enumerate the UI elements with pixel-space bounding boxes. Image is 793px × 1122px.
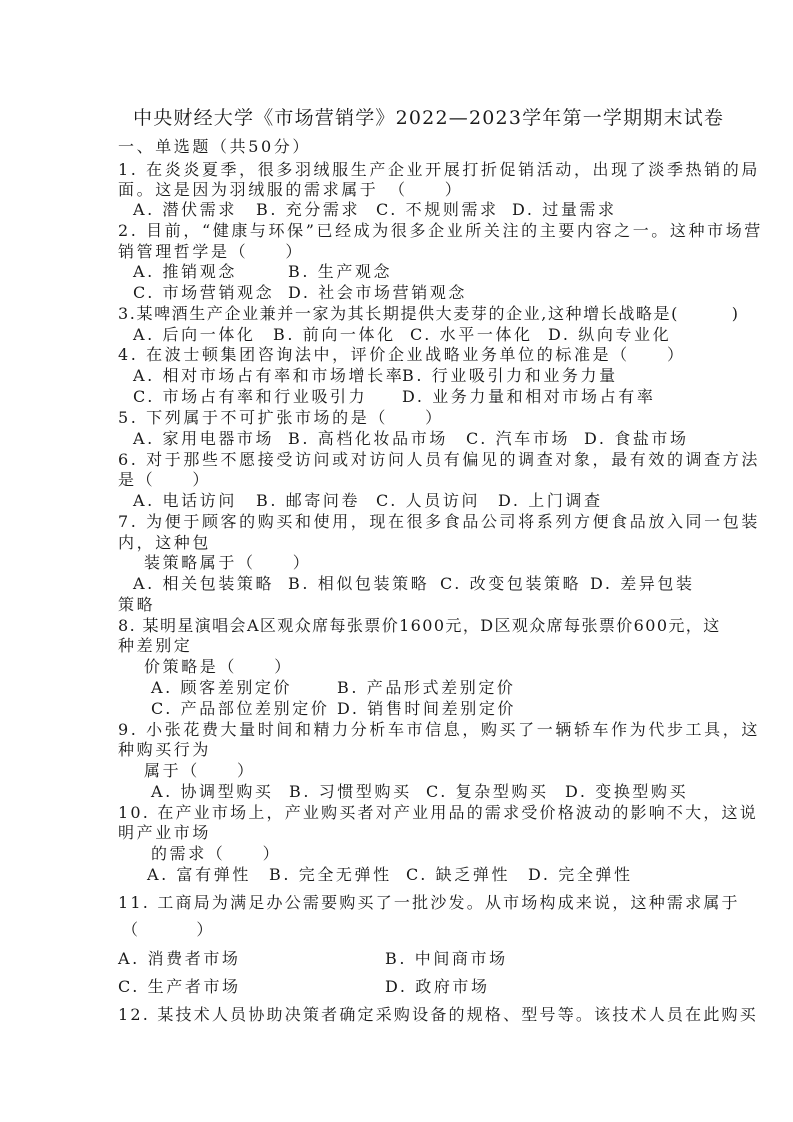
option-c: C. 缺乏弹性 — [406, 865, 511, 884]
question-text: 的需求（ ） — [151, 844, 282, 863]
question-text: 价策略是（ ） — [144, 657, 293, 676]
option-a: A. 消费者市场 — [118, 949, 241, 968]
option-b: B. 高档化妆品市场 — [288, 429, 448, 448]
question-text: 7. 为便于顾客的购买和使用，现在很多食品公司将系列方便食品放入同一包装 — [118, 512, 760, 531]
option-a: A. 后向一体化 — [133, 325, 256, 344]
option-c: C. 水平一体化 — [410, 325, 533, 344]
option-d: D. 纵向专业化 — [548, 325, 672, 344]
question-text: 装策略属于（ ） — [144, 553, 312, 572]
question-text: 销管理哲学是（ ） — [118, 242, 305, 261]
option-d: D. 食盐市场 — [584, 429, 689, 448]
option-c: C. 复杂型购买 — [426, 782, 549, 801]
option-a: A. 相关包装策略 — [133, 574, 275, 593]
question-text: 内，这种包 — [118, 533, 212, 552]
option-b: B. 中间商市场 — [385, 949, 508, 968]
question-text: 4. 在波士顿集团咨询法中，评价企业战略业务单位的标准是（ ） — [118, 345, 686, 364]
option-b: B. 产品形式差别定价 — [337, 678, 516, 697]
option-d: D. 差异包装 — [590, 574, 695, 593]
option-c: C. 市场占有率和行业吸引力 — [133, 387, 368, 406]
option-a: A. 顾客差别定价 — [151, 678, 293, 697]
question-text: 种购买行为 — [118, 740, 212, 759]
option-a: A. 潜伏需求 — [133, 200, 237, 219]
option-a: A. 家用电器市场 — [133, 429, 275, 448]
question-text: 3.某啤酒生产企业兼并一家为其长期提供大麦芽的企业,这种增长战略是( ) — [118, 304, 740, 323]
option-c: C. 不规则需求 — [376, 200, 499, 219]
question-text: 9. 小张花费大量时间和精力分析车市信息，购买了一辆轿车作为代步工具，这 — [118, 720, 760, 739]
option-c: C. 汽车市场 — [466, 429, 571, 448]
option-b: B. 生产观念 — [288, 262, 393, 281]
option-c: C. 改变包装策略 — [440, 574, 582, 593]
option-c: C. 人员访问 — [376, 491, 481, 510]
question-text: 8. 某明星演唱会A区观众席每张票价1600元，D区观众席每张票价600元，这 — [118, 616, 721, 635]
option-a: A. 相对市场占有率和市场增长率 — [133, 366, 405, 385]
option-d: D. 业务力量和相对市场占有率 — [402, 387, 656, 406]
option-b: B. 相似包装策略 — [288, 574, 430, 593]
option-d: D. 政府市场 — [385, 977, 490, 996]
question-text: 6. 对于那些不愿接受访问或对访问人员有偏见的调查对象，最有效的调查方法 — [118, 450, 760, 469]
option-a: A. 富有弹性 — [147, 865, 251, 884]
option-d: D. 变换型购买 — [565, 782, 689, 801]
question-text: 11. 工商局为满足办公需要购买了一批沙发。从市场构成来说，这种需求属于 — [118, 893, 740, 912]
option-c: C. 市场营销观念 — [133, 283, 275, 302]
question-text: 是（ ） — [118, 470, 212, 489]
option-c: C. 产品部位差别定价 — [151, 699, 330, 718]
option-a: A. 电话访问 — [133, 491, 237, 510]
option-a: A. 推销观念 — [133, 262, 237, 281]
question-text: 10. 在产业市场上，产业购买者对产业用品的需求受价格波动的影响不大，这说 — [118, 803, 758, 822]
option-d: D. 社会市场营销观念 — [288, 283, 468, 302]
option-b: B. 充分需求 — [256, 200, 361, 219]
option-d: D. 过量需求 — [512, 200, 617, 219]
option-d: D. 销售时间差别定价 — [337, 699, 517, 718]
question-text: 2. 目前，“健康与环保”已经成为很多企业所关注的主要内容之一。这种市场营 — [118, 221, 763, 240]
question-text: 12. 某技术人员协助决策者确定采购设备的规格、型号等。该技术人员在此购买 — [118, 1005, 758, 1024]
question-text: 种差别定 — [118, 636, 193, 655]
section-heading: 一、单选题（共50分） — [118, 137, 311, 156]
question-text: 明产业市场 — [118, 823, 212, 842]
option-c: C. 生产者市场 — [118, 977, 241, 996]
option-b: B. 行业吸引力和业务力量 — [402, 366, 618, 385]
question-text: 5. 下列属于不可扩张市场的是（ ） — [118, 408, 444, 427]
option-b: B. 习惯型购买 — [289, 782, 412, 801]
exam-title: 中央财经大学《市场营销学》2022—2023学年第一学期期末试卷 — [133, 107, 725, 129]
option-b: B. 前向一体化 — [273, 325, 396, 344]
option-d: D. 上门调查 — [498, 491, 603, 510]
option-d-continued: 策略 — [118, 595, 156, 614]
option-b: B. 邮寄问卷 — [256, 491, 361, 510]
question-text: 属于（ ） — [144, 761, 256, 780]
answer-blank: （ ） — [122, 920, 216, 939]
question-text: 面。这是因为羽绒服的需求属于 （ ） — [118, 180, 464, 199]
question-text: 1. 在炎炎夏季，很多羽绒服生产企业开展打折促销活动，出现了淡季热销的局 — [118, 160, 760, 179]
option-d: D. 完全弹性 — [528, 865, 633, 884]
option-a: A. 协调型购买 — [151, 782, 274, 801]
option-b: B. 完全无弹性 — [269, 865, 392, 884]
